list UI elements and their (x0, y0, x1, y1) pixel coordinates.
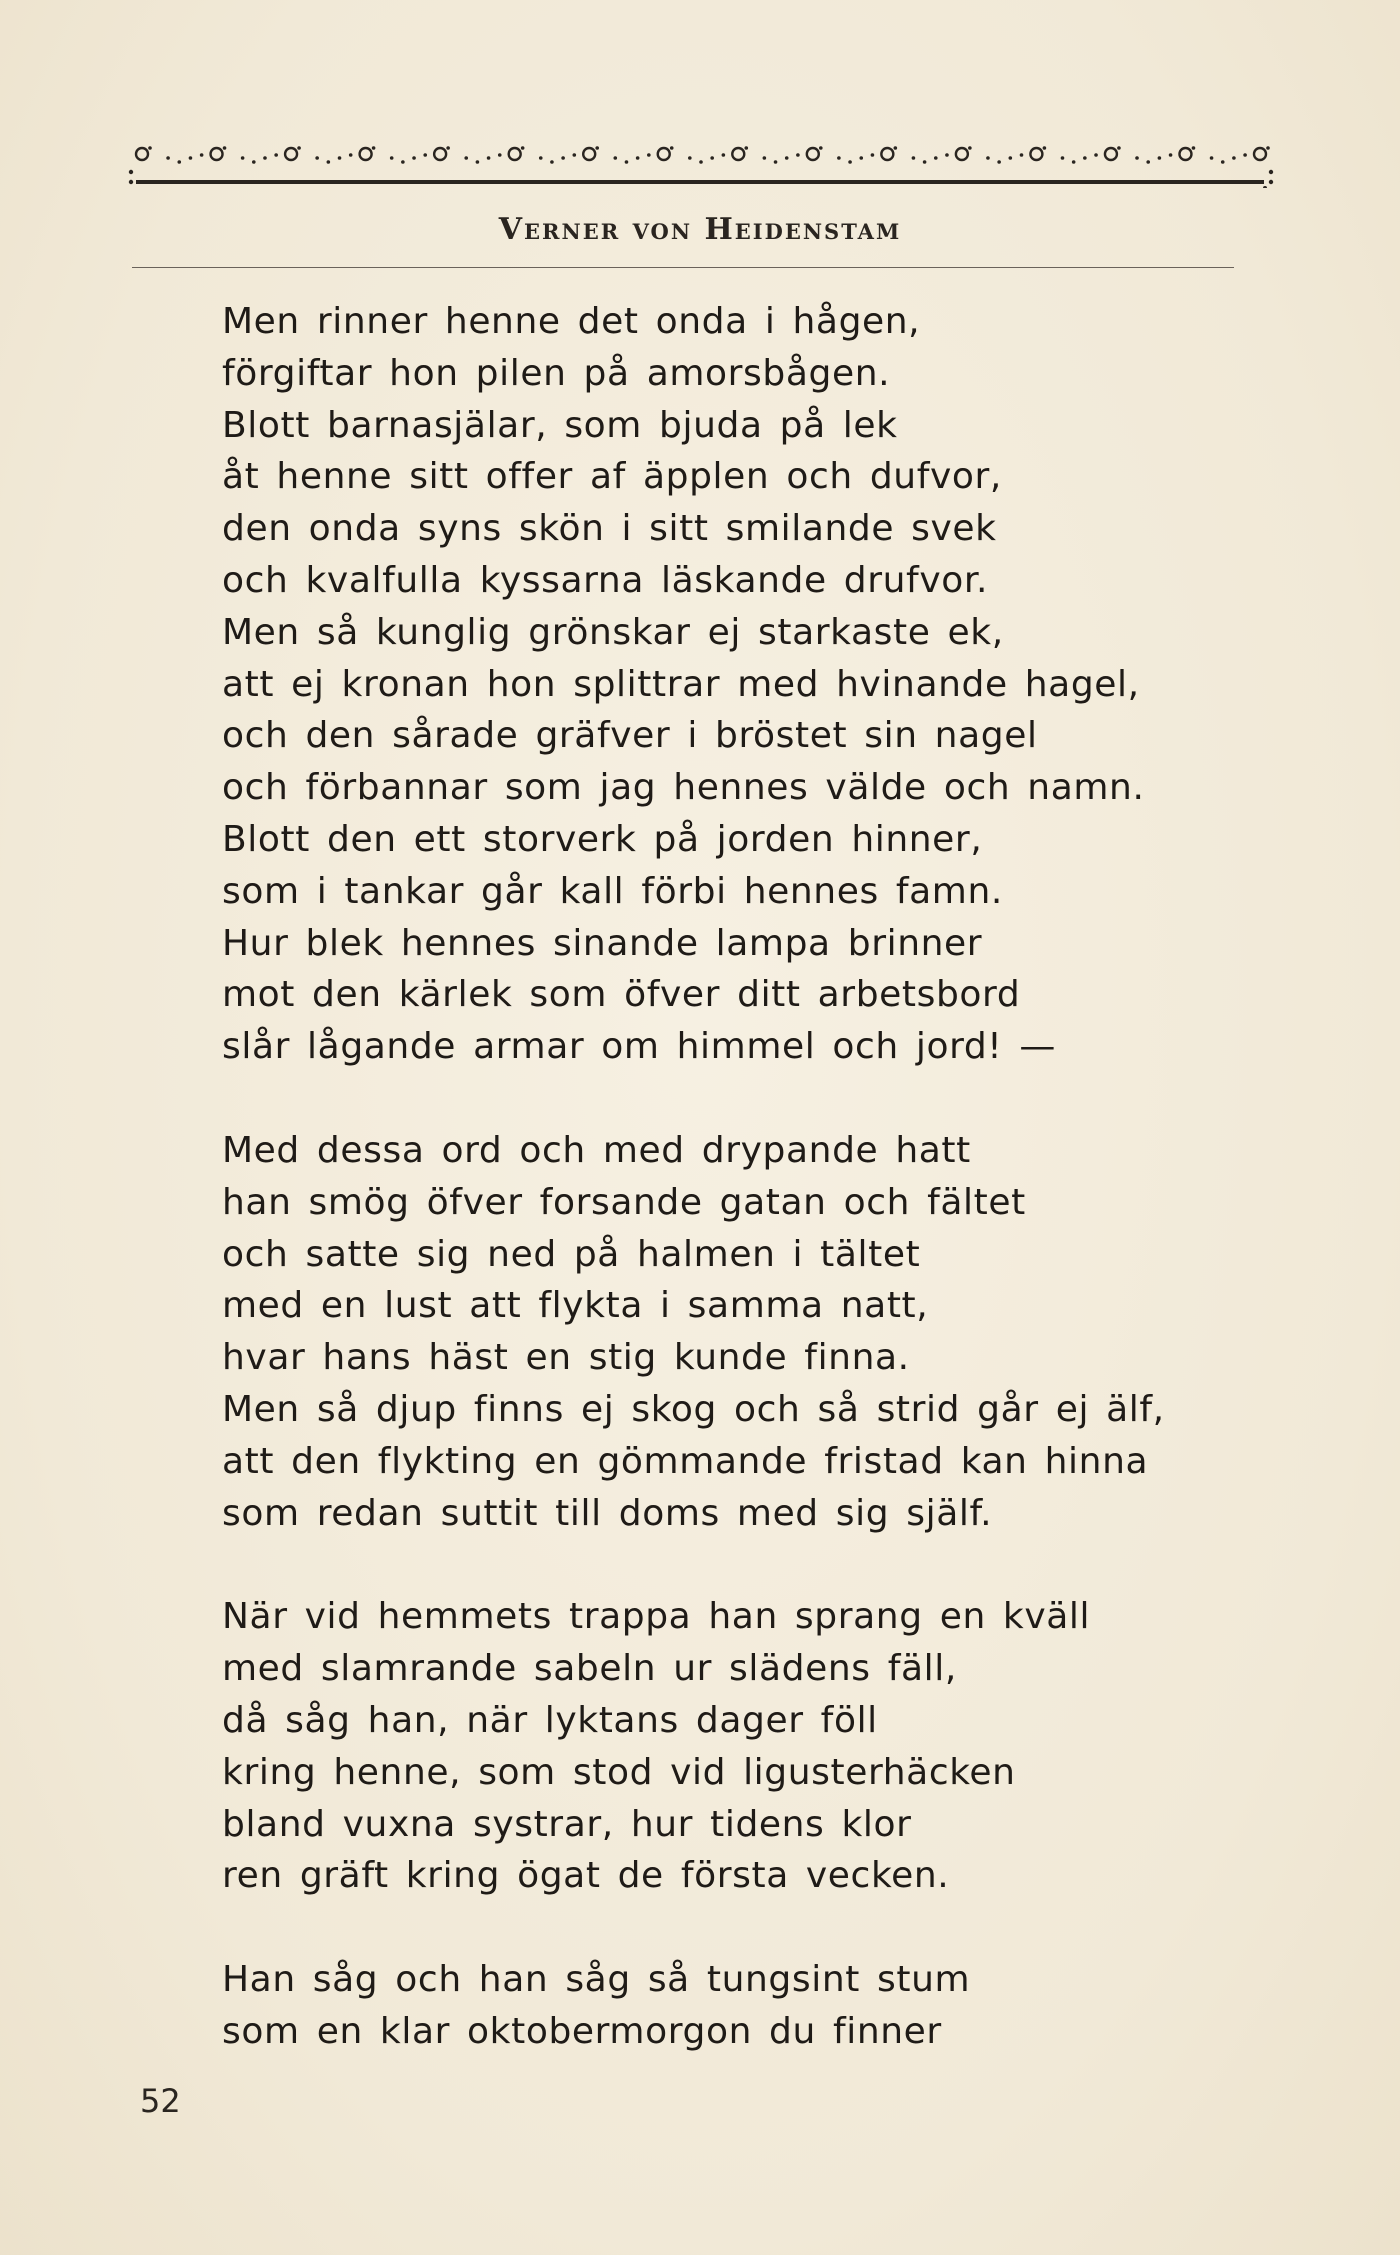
header-rule (132, 267, 1234, 268)
poem-line: att ej kronan hon splittrar med hvinande hagel, (222, 663, 1140, 705)
ornament-dot (722, 153, 726, 157)
poem-line: hvar hans häst en stig kunde finna. (222, 1337, 910, 1379)
poem-line: att den flykting en gömmande fristad kan hinna (222, 1440, 1149, 1482)
poem-line: som en klar oktobermorgon du finner (222, 2010, 942, 2052)
ornament-dot (1232, 156, 1236, 160)
ornament-dot (263, 156, 267, 160)
ornament-dot (1192, 146, 1196, 150)
poem-line: då såg han, när lyktans dager föll (222, 1699, 878, 1741)
ornament-dot (837, 156, 841, 160)
ornament-dot (177, 160, 181, 164)
poem-line: åt henne sitt offer af äpplen och dufvor, (222, 456, 1002, 498)
ornament-dot (819, 146, 823, 150)
poem-line: Med dessa ord och med drypande hatt (222, 1129, 971, 1171)
ornament-dot (968, 146, 972, 150)
ornament-circle (211, 148, 223, 160)
ornament-dot (241, 156, 245, 160)
ornament-circle (1030, 148, 1042, 160)
poem-line: med slamrande sabeln ur slädens fäll, (222, 1648, 957, 1690)
ornament-circle (1105, 148, 1117, 160)
ornament-dot (625, 160, 629, 164)
ornament-dot (148, 146, 152, 150)
stanza (222, 1125, 1262, 1539)
ornament-dot (476, 160, 480, 164)
poem-line: Hur blek hennes sinande lampa brinner (222, 922, 983, 964)
ornament-dot (498, 153, 502, 157)
ornament-dot (1243, 153, 1247, 157)
ornament-dot (595, 146, 599, 150)
ornament-dot (670, 146, 674, 150)
poem-line: och satte sig ned på halmen i tältet (222, 1233, 921, 1275)
ornament-dot (997, 160, 1001, 164)
ornament-dot (372, 146, 376, 150)
ornament-dot (349, 153, 353, 157)
poem-body (222, 296, 1262, 2110)
poem-line: Men så kunglig grönskar ej starkaste ek, (222, 611, 1004, 653)
ornament-dot (464, 156, 468, 160)
poem-line: med en lust att flykta i samma natt, (222, 1285, 929, 1327)
poem-line: Men rinner henne det onda i hågen, (222, 301, 921, 342)
stanza (222, 1954, 1262, 2058)
ornament-dot (848, 160, 852, 164)
ornament-dot (1169, 153, 1173, 157)
ornament-dot (1146, 160, 1150, 164)
ornament-dot (710, 156, 714, 160)
ornament-dot (252, 160, 256, 164)
ornament-dot (200, 153, 204, 157)
ornament-dot (796, 153, 800, 157)
ornament-dot (487, 156, 491, 160)
ornament-dot (550, 160, 554, 164)
ornament-dot (1061, 156, 1065, 160)
poem-line: ren gräft kring ögat de första vecken. (222, 1855, 950, 1897)
poem-line: förgiftar hon pilen på amorsbågen. (222, 352, 891, 394)
ornament-dot (1266, 146, 1270, 150)
ornament-dot (521, 146, 525, 150)
ornament-dot (636, 156, 640, 160)
poem-line: slår lågande armar om himmel och jord! — (222, 1026, 1056, 1068)
ornament-circle (360, 148, 372, 160)
ornament-dot (699, 160, 703, 164)
ornament-dot (1020, 153, 1024, 157)
ornament-dot (774, 160, 778, 164)
ornament-dot (945, 153, 949, 157)
ornament-dot (390, 156, 394, 160)
poem-line: som redan suttit till doms med sig själf. (222, 1492, 993, 1534)
ornament-dot (1072, 160, 1076, 164)
ornament-circle (881, 148, 893, 160)
ornament-dot (986, 156, 990, 160)
poem-line: Blott den ett storverk på jorden hinner, (222, 818, 983, 860)
ornament-dot (894, 146, 898, 150)
ornament-dot (923, 160, 927, 164)
ornament-circle (956, 148, 968, 160)
ornament-circle (1179, 148, 1191, 160)
ornament-dot (327, 160, 331, 164)
ornament-circle (807, 148, 819, 160)
ornament-circle (434, 148, 446, 160)
poem-line: han smög öfver forsande gatan och fältet (222, 1181, 1026, 1223)
ornament-circle (136, 148, 148, 160)
ornament-dot (1210, 156, 1214, 160)
poem-line: bland vuxna systrar, hur tidens klor (222, 1803, 912, 1845)
ornament-dot (1158, 156, 1162, 160)
ornament-dot (912, 156, 916, 160)
ornament-dot (859, 156, 863, 160)
poem-line: som i tankar går kall förbi hennes famn. (222, 870, 1003, 912)
poem-line: och den sårade gräfver i bröstet sin nagel (222, 715, 1038, 757)
ornament-dot (1083, 156, 1087, 160)
ornament-circle (1254, 148, 1266, 160)
ornament-dot (166, 156, 170, 160)
ornament-dot (1135, 156, 1139, 160)
ornament-circle (509, 148, 521, 160)
ornament-dot (1043, 146, 1047, 150)
ornament-dot (613, 156, 617, 160)
ornament-dot (561, 156, 565, 160)
poem-line: Blott barnasjälar, som bjuda på lek (222, 404, 898, 446)
poem-line: mot den kärlek som öfver ditt arbetsbord (222, 974, 1021, 1016)
ornament-dot (688, 156, 692, 160)
running-head (0, 212, 1400, 247)
ornament-dot (338, 156, 342, 160)
ornament-dot (763, 156, 767, 160)
ornament-dot (1117, 146, 1121, 150)
ornament-circle (658, 148, 670, 160)
poem-line: kring henne, som stod vid ligusterhäcken (222, 1751, 1016, 1793)
page-number: 52 (140, 2082, 181, 2120)
ornament-dot (315, 156, 319, 160)
ornament-dot (1221, 160, 1225, 164)
poem-line: Men så djup finns ej skog och så strid går ej älf, (222, 1388, 1165, 1430)
poem-line: När vid hemmets trappa han sprang en kväll (222, 1596, 1091, 1638)
ornament-dot (423, 153, 427, 157)
poem-line: den onda syns skön i sitt smilande svek (222, 508, 997, 550)
ornament-dot (401, 160, 405, 164)
ornament-circle (285, 148, 297, 160)
ornament-dot (1094, 153, 1098, 157)
poem-line: Han såg och han såg så tungsint stum (222, 1959, 971, 2001)
poem-line: och förbannar som jag hennes välde och namn. (222, 767, 1145, 809)
ornamental-border-decoration (128, 128, 1278, 188)
stanza (222, 296, 1262, 1073)
ornament-dot (871, 153, 875, 157)
ornament-dot (223, 146, 227, 150)
ornament-dot (934, 156, 938, 160)
ornament-dot (297, 146, 301, 150)
ornament-circle (732, 148, 744, 160)
ornament-circle (583, 148, 595, 160)
ornament-dot (1009, 156, 1013, 160)
ornament-dot (647, 153, 651, 157)
stanza (222, 1591, 1262, 1902)
ornament-dot (446, 146, 450, 150)
ornament-dot (539, 156, 543, 160)
ornament-dot (572, 153, 576, 157)
ornament-dot (189, 156, 193, 160)
ornament-dot (412, 156, 416, 160)
ornament-dot (274, 153, 278, 157)
ornament-dot (744, 146, 748, 150)
running-head-text: Verner von Heidenstam (498, 212, 902, 247)
poem-line: och kvalfulla kyssarna läskande drufvor. (222, 559, 988, 601)
ornament-dot (785, 156, 789, 160)
